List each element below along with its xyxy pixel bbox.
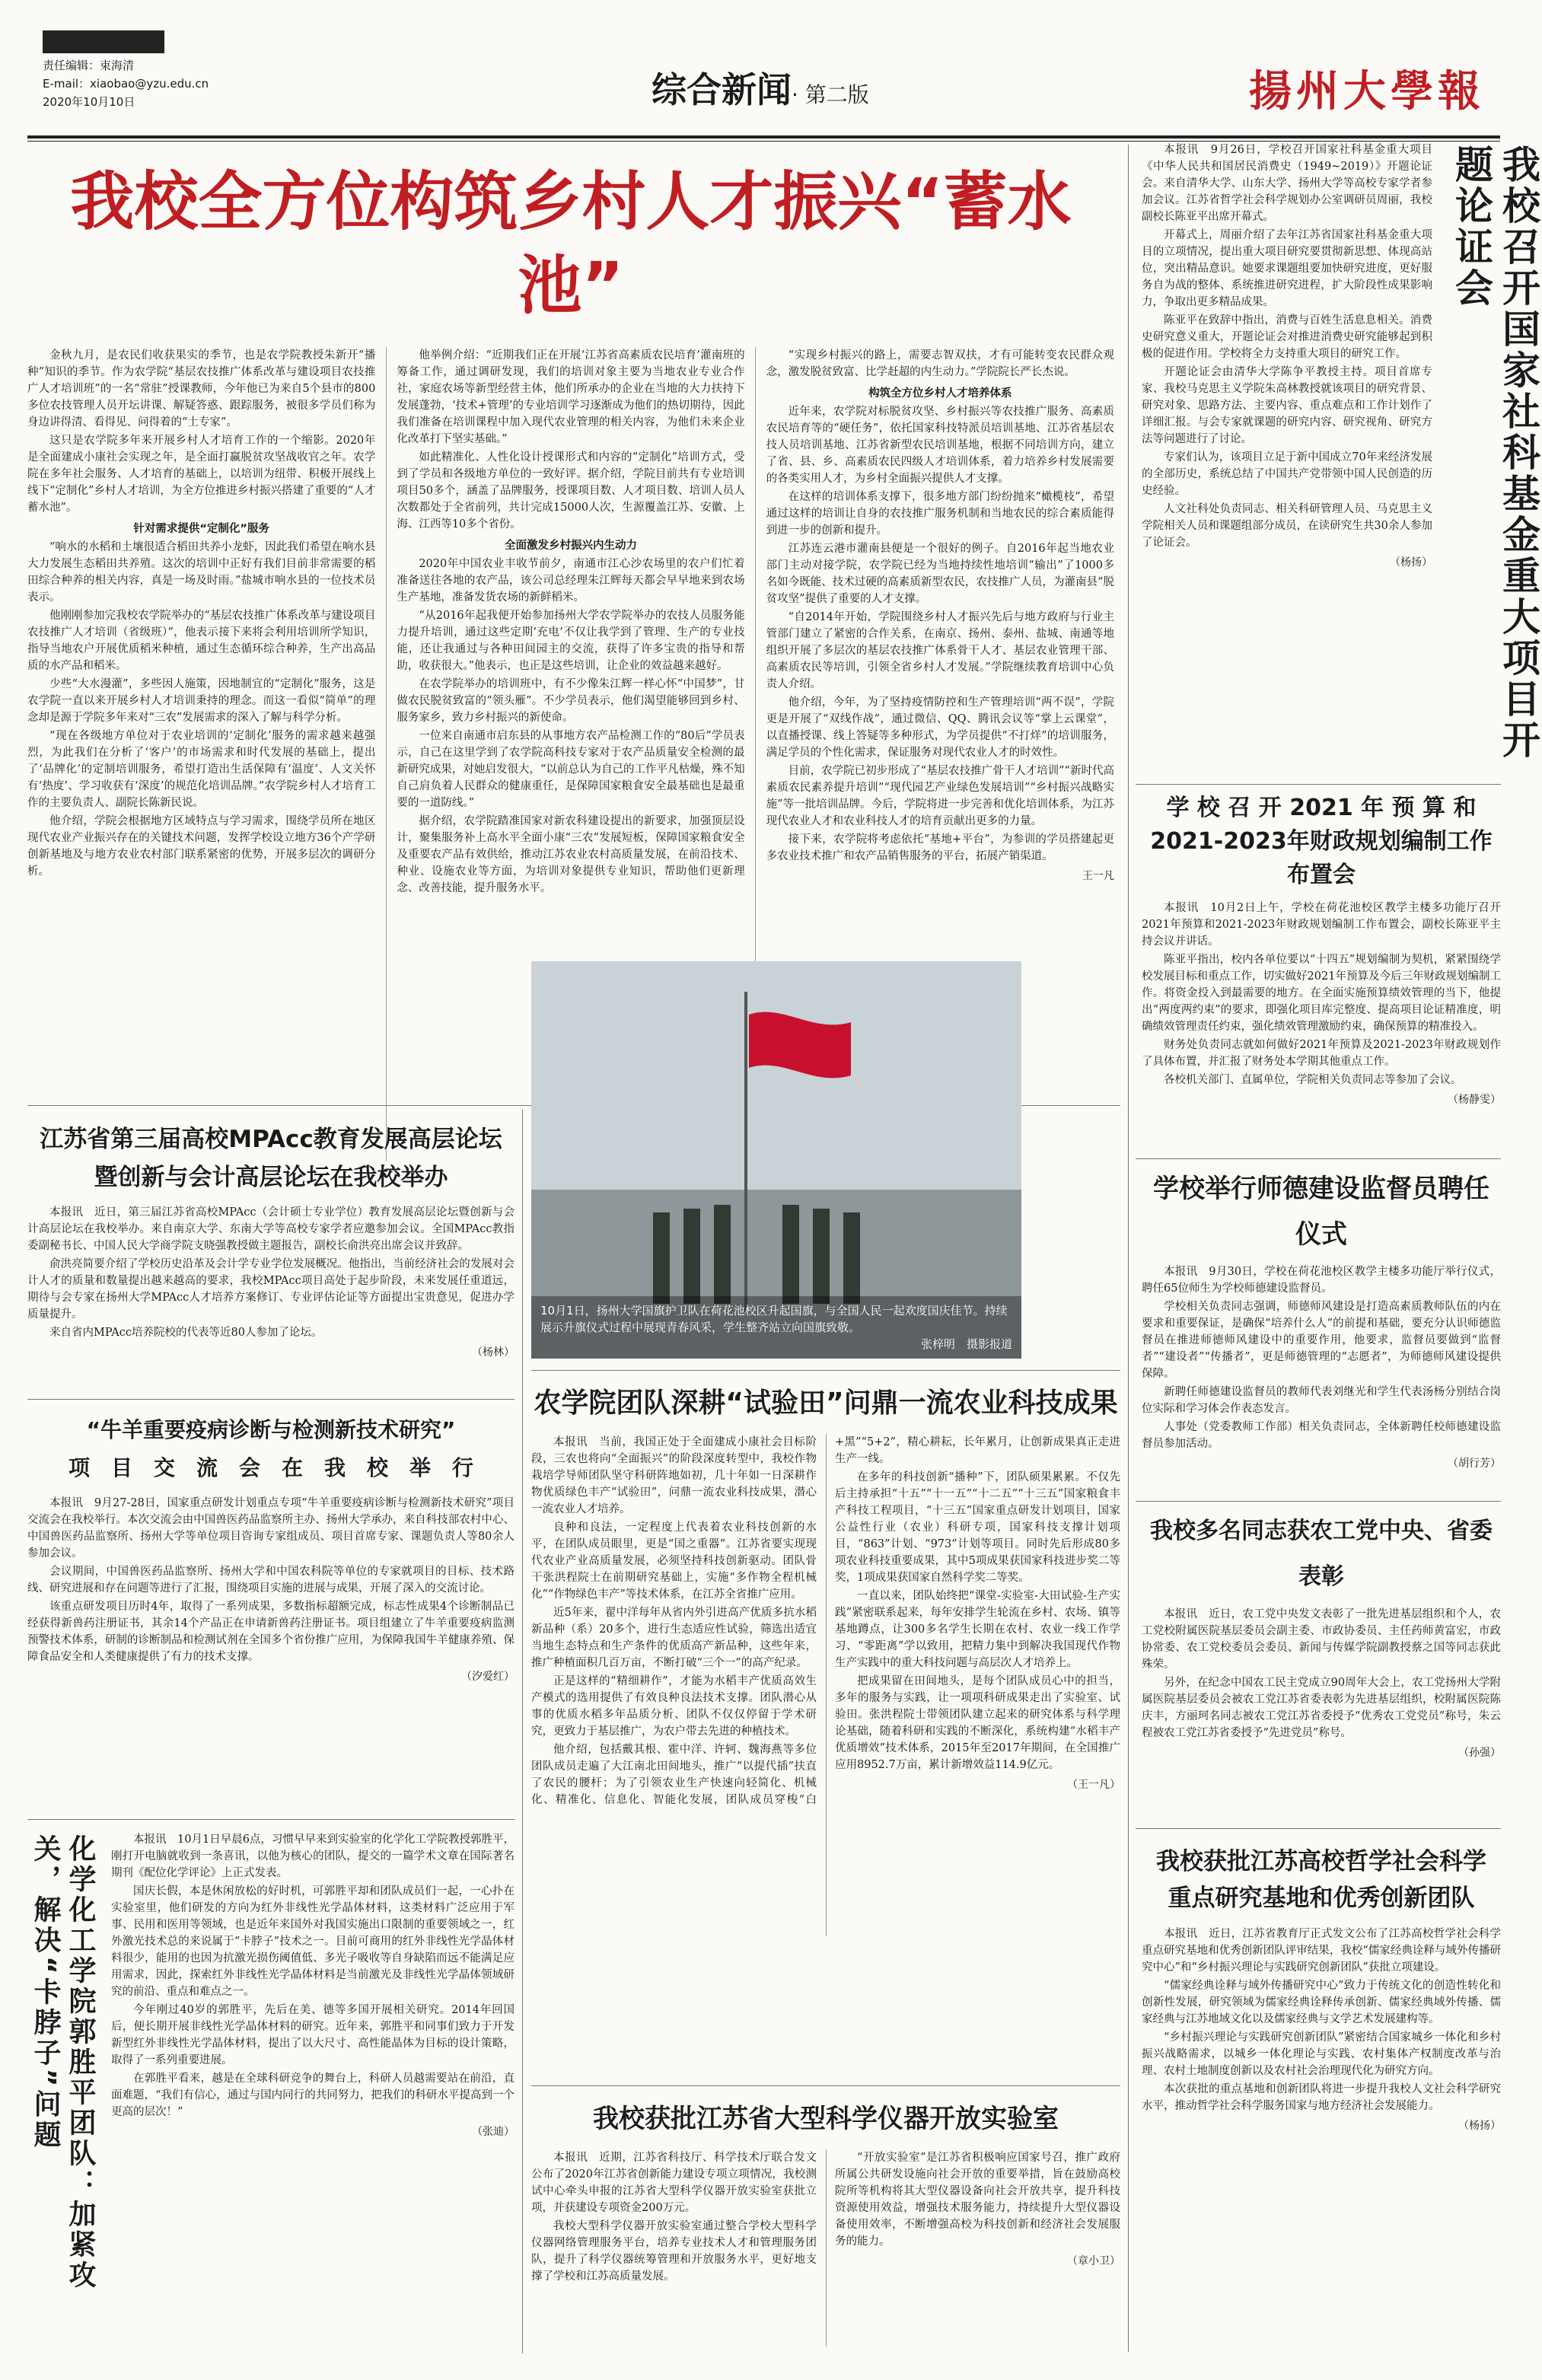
paragraph: 近年来，农学院对标脱贫攻坚、乡村振兴等农技推广服务、高素质农民培育等的“硬任务”，依托国家科技特派员培训基地、江苏省基层农技人员培训基地、江苏省新型农民培训基地，根据不同培训方向，建立了省、县、乡、高素质农民四级人才培训体系，着力培养乡村发展需要的各类实用人才，为乡村全面振兴提供人才支撑。 (766, 406, 1114, 485)
paragraph: 金秋九月，是农民们收获果实的季节，也是农学院教授朱新开“播种”知识的季节。作为农学院“基层农技推广体系改革与建设项目农技推广人才培训班”的一名“常驻”授课教师，今年他已为来自5个县市的800多位农技管理人员开坛讲课、解疑答惑、跟踪服务，被很多学员们称为身边讲得清、看得见、问得着的“土专家”。 (27, 349, 376, 429)
photo-caption-text: 10月1日，扬州大学国旗护卫队在荷花池校区升起国旗，与全国人民一起欢度国庆佳节。持续展示升旗仪式过程中展现青春风采，学生整齐站立向国旗致敬。 (540, 1304, 1008, 1334)
paragraph: “现在各级地方单位对于农业培训的‘定制化’服务的需求越来越强烈，为此我们在分析了‘客户’的市场需求和时代发展的基础上，提出了‘品牌化’的定制培训服务，希望打造出生活保障有‘温度’、人文关怀有‘热度’、学习收获有‘深度’的规范化培训品牌。”农学院乡村人才培育工作的主要负责人、副院长陈新民说。 (27, 730, 376, 809)
section-divider (27, 1399, 515, 1400)
paragraph: “儒家经典诠释与域外传播研究中心”致力于传统文化的创造性转化和创新性发展，研究领域为儒家经典诠释传承创新、儒家经典域外传播、儒家经典与江苏地域文化以及儒家经典与文学艺术发展建构等。 (1142, 1980, 1501, 2025)
paragraph: “乡村振兴理论与实践研究创新团队”紧密结合国家城乡一体化和乡村振兴战略需求，以城乡一体化理论与实践、农村集体产权制度改革与治理、农村土地制度创新以及农村社会治理现代化为研究方向。 (1142, 2031, 1501, 2077)
byline: （孙强） (1458, 1747, 1501, 1759)
agri-headline: 农学院团队深耕“试验田”问鼎一流农业科技成果 (534, 1388, 1118, 1419)
byline: （章小卫） (1067, 2255, 1120, 2267)
byline: （杨扬） (1390, 556, 1432, 569)
section-divider (1136, 1501, 1501, 1502)
mpacc-headline-line1: 江苏省第三届高校MPAcc教育发展高层论坛 (40, 1126, 502, 1153)
byline: （杨扬） (1458, 2120, 1501, 2132)
award-article (1142, 1509, 1501, 1821)
subhead: 针对需求提供“定制化”服务 (133, 523, 269, 535)
award-body (1142, 1606, 1501, 1857)
ethics-article (1142, 1166, 1501, 1492)
paragraph: 本报讯 10月1日早晨6点，习惯早早来到实验室的化学化工学院教授郭胜平，刚打开电脑就收到一条喜讯，以他为核心的团队，提交的一篇学术文章在国际著名期刊《配位化学评论》上正式发表。 (111, 1834, 515, 1879)
paragraph: 如此精准化、人性化设计授课形式和内容的“定制化”培训方式，受到了学员和各级地方单位的一致好评。据介绍，学院目前共有专业培训项目50多个，涵盖了品牌服务，授课项目数、人才项目数、培训人员人次数都处于全省前列，共计完成15000人次，生源覆盖江苏、安徽、上海、江西等10多个省份。 (397, 451, 745, 530)
paragraph: “实现乡村振兴的路上，需要志智双扶，才有可能转变农民群众观念，激发脱贫致富、比学赶超的内生动力。”学院院长严长杰说。 (766, 349, 1114, 378)
paragraph: 在农学院举办的培训班中，有不少像朱江辉一样心怀“中国梦”，甘做农民脱贫致富的“领头雁”。不少学员表示，他们渴望能够回到乡村、服务家乡，致力乡村振兴的新使命。 (397, 678, 745, 724)
cattle-article (27, 1407, 515, 1810)
subhead: 全面激发乡村振兴内生动力 (504, 540, 637, 552)
paragraph: 另外，在纪念中国农工民主党成立90周年大会上，农工党扬州大学附属医院基层委员会被农工党江苏省委表彰为先进基层组织，校附属医院陈庆丰，方丽珂名同志被农工党江苏省委授予“优秀农工党党员”称号，朱云程被农工党江苏省委授予“先进党员”称号。 (1142, 1677, 1501, 1739)
photo-caption (531, 1296, 1021, 1359)
mpacc-headline (27, 1120, 515, 1196)
paragraph: 人事处（党委教师工作部）相关负责同志，全体新聘任校师德建设监督员参加活动。 (1142, 1421, 1501, 1450)
chem-headline: 化学化工学院郭胜平团队：加紧攻关，解决“卡脖子”问题 (30, 1834, 96, 2291)
paragraph: 新聘任师德建设监督员的教师代表刘继光和学生代表汤杨分别结合岗位实际和学习体会作表态发言。 (1142, 1386, 1501, 1415)
header-label-block (43, 30, 164, 53)
budget-body (1142, 900, 1501, 1181)
research-base-headline-line2: 重点研究基地和优秀创新团队 (1168, 1885, 1475, 1912)
paragraph: 来自省内MPAcc培养院校的代表等近80人参加了论坛。 (49, 1327, 323, 1339)
section-title (652, 62, 869, 113)
byline: （杨静雯） (1448, 1094, 1501, 1106)
ethics-body (1142, 1263, 1501, 1530)
editor-line: 责任编辑：束海清 (43, 59, 135, 72)
paragraph: 专家们认为，该项目立足于新中国成立70年来经济发展的全部历史，系统总结了中国共产党带领中国人民创造的历史经验。 (1142, 451, 1432, 497)
paragraph: 本报讯 9月26日，学校召开国家社科基金重大项目《中华人民共和国居民消费史（1949~2019）》开题论证会。来自清华大学、山东大学、扬州大学等高校专家学者参加会议。江苏省哲学社会科学规划办公室调研员周丽，我校副校长陈亚平出席开幕式。 (1142, 144, 1432, 223)
page-header (27, 30, 1500, 137)
section-name: 综合新闻 (652, 69, 792, 110)
agri-article (531, 1378, 1120, 1941)
paragraph: 学校相关负责同志强调，师德师风建设是打造高素质教师队伍的内在要求和重要保证，是确保“培养什么人”的前提和基础，要充分认识师德监督员在推进师德师风建设中的重要作用，他要求，监督员要做到“监督者”“建设者”“传播者”，更是师德管理的“志愿者”，为师德师风建设提供保障。 (1142, 1301, 1501, 1380)
paragraph: 目前，农学院已初步形成了“基层农技推广骨干人才培训”“新时代高素质农民素养提升培训”“现代园艺产业绿色发展培训”“乡村振兴战略实施”等一批培训品牌。今后，学院将进一步完善和优化培训体系，为江苏现代农业人才和农业科技人才的培育贡献出更多的力量。 (766, 765, 1114, 827)
paragraph: 他介绍，学院会根据地方区域特点与学习需求，围绕学员所在地区现代农业产业振兴存在的关键技术问题，发挥学校设立地方36个产学研创新基地及与地方农业农村部门联系紧密的优势，开展多层次的调研分析。 (27, 815, 376, 878)
paragraph: 国庆长假，本是休闲放松的好时机，可郭胜平却和团队成员们一起，一心扑在实验室里，他们研发的方向为红外非线性光学晶体材料，这类材料广泛应用于军事、民用和医用等领域，也是近年来国外对我国实施出口限制的重要领域之一，红外激光技术总的来说属于“卡脖子”技术之一。目前可商用的红外非线性光学晶体材料很少，能用的也因为抗激光损伤阈值低、多光子吸收等自身缺陷而远不能满足应用需求，因此，探索红外非线性光学晶体材料是当前激光及非线性光学晶体领域研究的前沿、重点和难点之一。 (111, 1885, 515, 1998)
paragraph: 本报讯 9月30日，学校在荷花池校区教学主楼多功能厅举行仪式，聘任65位师生为学校师德建设监督员。 (1142, 1266, 1501, 1295)
paragraph: 各校机关部门、直属单位，学院相关负责同志等参加了会议。 (1164, 1074, 1462, 1086)
column-divider (522, 1110, 523, 2353)
lead-headline-main: 我校全方位构筑乡村人才振兴 (70, 164, 902, 239)
section-divider (1136, 1828, 1501, 1829)
paragraph: 少些“大水漫灌”，多些因人施策，因地制宜的“定制化”服务，这是农学院一直以来开展乡村人才培训秉持的理念。而这一看似“简单”的理念却是源于学院多年来对“三农”发展需求的深入了解与科学分析。 (27, 678, 376, 724)
paragraph: 良种和良法，一定程度上代表着农业科技创新的水平，在团队成员眼里，更是“国之重器”。江苏省要实现现代农业产业高质量发展，必须坚持科技创新驱动。团队骨干张洪程院士在前期研究基础上，实施“多作物全程机械化”“作物绿色丰产”等技术体系，在江苏全省推广应用。 (531, 1521, 817, 1601)
paragraph: 在郭胜平看来，越是在全球科研竞争的舞台上，科研人员越需要站在前沿，直面难题，“我们有信心，通过与国内同行的共同努力，把我们的科研水平提高到一个更高的层次！” (111, 2073, 515, 2118)
paragraph: 俞洪亮简要介绍了学校历史沿革及会计学专业学位发展概况。他指出，当前经济社会的发展对会计人才的质量和数量提出越来越高的要求，我校MPAcc项目高处于起步阶段，未来发展任重道远，期待与会专家在扬州大学MPAcc人才培养方案修订、专业评估论证等方面提出宝贵意见，促进办学质量提升。 (27, 1258, 515, 1321)
subhead: 构筑全方位乡村人才培养体系 (868, 387, 1012, 400)
budget-headline-line1: 学 校 召 开 2021 年 预 算 和 (1166, 795, 1477, 821)
byline: （汐爱红） (461, 1671, 515, 1683)
paragraph: 江苏连云港市灌南县便是一个很好的例子。自2016年起当地农业部门主动对接学院，农学院已经为当地持续性地培训“输出”了1000多名如今既能、技术过硬的高素质新型农民，农技推广人员，为灌南县“脱贫攻坚”提供了重要的人才支撑。 (766, 543, 1114, 605)
paragraph: 一位来自南通市启东县的从事地方农产品检测工作的“80后”学员表示，自己在这里学到了农学院高科技专家对于农产品质量安全检测的最新研究成果，对她启发很大，“以前总认为自己的工作平凡枯燥，殊不知自己肩负着人民群众的健康重任，是保障国家粮食安全最基础也是最重要的一道防线。” (397, 730, 745, 809)
paragraph: 本报讯 近日，江苏省教育厅正式发文公布了江苏高校哲学社会科学重点研究基地和优秀创新团队评审结果，我校“儒家经典诠释与域外传播研究中心”和“乡村振兴理论与实践研究创新团队”获批立项建设。 (1142, 1928, 1501, 1974)
paragraph: 在这样的培训体系支撑下，很多地方部门纷纷抛来“橄榄枝”，希望通过这样的培训让自身的农技推广服务机制和当地农民的综合素质能得到进一步的创新和提升。 (766, 491, 1114, 537)
paragraph: 我校大型科学仪器开放实验室通过整合学校大型科学仪器网络管理服务平台，培养专业技术人才和管理服务团队，提升了科学仪器统筹管理和开放服务水平，更好地支撑了学校和江苏高质量发展。 (531, 2220, 817, 2283)
lab-body (531, 2149, 1120, 2347)
paragraph: 据介绍，农学院踏准国家对新农科建设提出的新要求，加强顶层设计，聚集服务补上高水平全面小康“三农”发展短板，保障国家粮食安全及重要农产品有效供给，推动江苏农业农村高质量发展，在前沿技术、种业、设施农业等方面，为培训对象提供专业知识，帮助他们更新理念、改善技能，提升服务水平。 (397, 815, 745, 894)
byline: （杨林） (472, 1346, 515, 1359)
paragraph: 他介绍，包括戴其根、霍中洋、许轲、魏海燕等多位团队成员走遍了大江南北田间地头，推广“以提代插”扶直了农民的腰杆；为了引领农业生产快速向轻简化、机械化、精准化、信息化、智能化发展，团队成员穿梭“白+黑”“5+2”，精心耕耘，长年累月，让创新成果真正走进生产一线。 (531, 1436, 1120, 1806)
research-meeting-article (1142, 137, 1540, 776)
lead-headline-quote: “蓄水池” (518, 164, 1072, 323)
budget-article (1142, 792, 1501, 1149)
budget-headline-line2: 2021-2023年财政规划编制工作布置会 (1150, 828, 1493, 888)
byline: （张迪） (472, 2126, 515, 2138)
newspaper-masthead: 揚州大學報 (1249, 66, 1485, 116)
paragraph: “响水的水稻和土壤很适合稻田共养小龙虾，因此我们希望在响水县大力发展生态稻田共养殖。这次的培训中正好有我们目前非常需要的稻田综合种养的相关内容，真是一场及时雨。”盐城市响水县的一位技术员表示。 (27, 541, 376, 604)
paragraph: 在多年的科技创新“播种”下，团队硕果累累。不仅先后主持承担“十五”“十一五”“十二五”“十三五”国家粮食丰产科技工程项目，“十三五”国家重点研发计划项目，国家公益性行业（农业）科研专项，国家科技支撑计划项目，“863”计划、“973”计划等项目。同时先后形成80多项农业科技重要成果，其中5项成果获国家科技进步奖二等奖，1项成果获国家自然科学奖二等奖。 (835, 1471, 1120, 1584)
lead-headline (27, 160, 1114, 327)
cattle-headline (27, 1411, 515, 1487)
lead-article (27, 152, 1114, 1096)
lab-article (531, 2093, 1120, 2352)
research-meeting-body (1142, 142, 1432, 766)
section-divider (1136, 1158, 1501, 1159)
paragraph: 本报讯 当前，我国正处于全面建成小康社会目标阶段，三农也将向“全面振兴”的阶段深度转型中，我校作物栽培学导师团队坚守科研阵地如初，几十年如一日深耕作物优质绿色丰产“试验田”，问鼎一流农业科技成果，潜心一流农业人才培养。 (531, 1436, 817, 1515)
byline: （胡行芳） (1448, 1458, 1501, 1470)
ethics-headline: 学校举行师德建设监督员聘任仪式 (1153, 1174, 1489, 1250)
paragraph: “自2014年开始，学院围绕乡村人才振兴先后与地方政府与行业主管部门建立了紧密的合作关系，在南京、扬州、泰州、盐城、南通等地组织开展了多层次的基层农技推广体系骨干人才、基层农业管理干部、高素质农民等培训，引领全省乡村人才发展。”学院继续教育培训中心负责人介绍。 (766, 611, 1114, 690)
award-headline: 我校多名同志获农工党中央、省委表彰 (1150, 1518, 1493, 1590)
paragraph: 陈亚平在致辞中指出，消费与百姓生活息息相关。消费史研究意义重大，开题论证会对推进消费史研究能够起到积极的促进作用。学校将全力支持重大项目的研究工作。 (1142, 314, 1432, 360)
paragraph: 这只是农学院多年来开展乡村人才培育工作的一个缩影。2020年是全面建成小康社会实现之年，是全面打赢脱贫攻坚战收官之年。农学院在多年社会服务、人才培育的基础上，以培训为纽带、积极开展线上线下“定制化”乡村人才培训，为全方位推进乡村振兴搭建了重要的“人才蓄水池”。 (27, 435, 376, 514)
cattle-headline-line2: 项 目 交 流 会 在 我 校 举 行 (68, 1455, 473, 1480)
section-divider (27, 1819, 515, 1820)
paragraph: 本报讯 近日，农工党中央发文表彰了一批先进基层组织和个人，农工党校附属医院基层委员会副主委、市政协委员、主任药师黄富宏，市政协常委、农工党校委员会委员、新闻与传媒学院副教授蔡之国等同志获此殊荣。 (1142, 1608, 1501, 1671)
chem-article (27, 1827, 515, 2352)
section-divider (531, 1370, 1120, 1371)
paragraph: 会议期间，中国兽医药品监察所、扬州大学和中国农科院等单位的专家就项目的目标、技术路线、研究进展和存在问题等进行了汇报，围绕项目实施的进展与成果，开展了深入的交流讨论。 (27, 1566, 515, 1595)
paragraph: 该重点研发项目历时4年，取得了一系列成果，多数指标超额完成，标志性成果4个诊断制品已经获得新兽药注册证书，其余14个产品正在申请新兽药注册证书。项目组建立了牛羊重要疫病监测预警技术体系，研制的诊断制品和检测试剂在全国多个省份推广应用，为保障我国牛羊健康养殖、保障食品安全和人类健康提供了有力的技术支撑。 (27, 1601, 515, 1663)
research-base-article (1142, 1836, 1501, 2353)
paragraph: 一直以来，团队始终把“课堂-实验室-大田试验-生产实践”紧密联系起来，每年安排学生轮流在乡村、农场、镇等基地蹲点，让300多名学生长期在农村、农业一线工作学习、“零距离”学以致用，把精力集中到解决我国现代作物生产实践中的重大科技问题与高层次人才培养上。 (835, 1590, 1120, 1669)
paragraph: “开放实验室”是江苏省积极响应国家号召，推广政府所属公共研发设施向社会开放的重要举措，旨在鼓励高校院所等机构将其大型仪器设备向社会开放共享，提升科技资源使用效益，增强技术服务能力，持续提升大型仪器设备使用效率，不断增强高校为科技创新和经济社会发展服务的能力。 (835, 2152, 1120, 2248)
paragraph: 正是这样的“精细耕作”，才能为水稻丰产优质高效生产模式的选用提供了有效良种良法技术支撑。团队潜心从事的优质水稻多年品质分析、团队不仅仅停留于学术研究，更致力于基层推广，为农户带去先进的种植技术。 (531, 1675, 817, 1738)
paragraph: 他举例介绍：“近期我们正在开展‘江苏省高素质农民培育’灌南班的筹备工作，通过调研发现，我们的培训对象主要为当地农业专业合作社，家庭农场等新型经营主体，他们所承办的企业在当地的大力扶持下发展蓬勃，‘技术+管理’的专业培训学习逐渐成为他们的热切期待，因此我们准备在培训课程中加入现代农业管理的相关内容，为他们未来企业化改革打下坚实基础。” (397, 349, 745, 445)
section-divider (531, 2085, 1120, 2086)
research-base-headline-line1: 我校获批江苏高校哲学社会科学 (1156, 1848, 1486, 1875)
research-base-headline (1142, 1843, 1501, 1916)
photo-credit: 张梓明 摄影报道 (920, 1337, 1012, 1351)
paragraph: 本报讯 10月2日上午，学校在荷花池校区教学主楼多功能厅召开2021年预算和2021-2023年财政规划编制工作布置会，副校长陈亚平主持会议并讲话。 (1142, 902, 1501, 948)
budget-headline (1142, 792, 1501, 892)
paragraph: 本报讯 9月27-28日，国家重点研发计划重点专项“牛羊重要疫病诊断与检测新技术研究”项目交流会在我校举行。本次交流会由中国兽医药品监察所主办、扬州大学承办，来自科技部农村中心、中国兽医药品监察所、扬州大学等单位项目咨询专家组成员、项目首席专家、课题负责人等80余人参加会议。 (27, 1497, 515, 1560)
mpacc-article (27, 1116, 515, 1390)
column-divider (1128, 145, 1129, 2352)
paragraph: 本报讯 近日，第三届江苏省高校MPAcc（会计硕士专业学位）教育发展高层论坛暨创新与会计高层论坛在我校举办。来自南京大学、东南大学等高校专家学者应邀参加会议。全国MPAcc教指委副秘书长、中国人民大学商学院支晓强教授做主题报告，副校长俞洪亮出席会议并致辞。 (27, 1206, 515, 1252)
lab-headline: 我校获批江苏省大型科学仪器开放实验室 (593, 2104, 1059, 2134)
paragraph: 把成果留在田间地头，是每个团队成员心中的担当，多年的服务与实践，让一项项科研成果走出了实验室、试验田。张洪程院士带领团队建立起来的研究体系与科学理论基础，随着科研和实践的不断深化，系统构建“水稻丰产优质增效”技术体系，2015年至2017年期间，在全国推广应用8952.7万亩，累计新增效益114.9亿元。 (835, 1675, 1120, 1771)
header-meta (43, 56, 209, 111)
chem-body (111, 1831, 515, 2349)
agri-body (531, 1434, 1120, 1936)
paragraph: 开题论证会由清华大学陈争平教授主持。项目首席专家、我校马克思主义学院朱高林教授就该项目的研究背景、研究对象、思路方法、主要内容、重点难点和工作计划作了详细汇报。与会专家就课题的研究内容、研究视角、研究方法等问题进行了讨论。 (1142, 366, 1432, 445)
paragraph: 他刚刚参加完我校农学院举办的“基层农技推广体系改革与建设项目农技推广人才培训（省级班）”，他表示接下来将会利用培训所学知识，指导当地农户开展优质稻米种植，通过生态循环综合种养，生产出高品质的水产品和稻米。 (27, 610, 376, 672)
section-divider (1136, 784, 1501, 785)
paragraph: 2020年中国农业丰收节前夕，南通市江心沙农场里的农户们忙着准备送往各地的农产品，该公司总经理朱江辉每天都会早早地来到农场生产基地，准备发货农场的新鲜稻米。 (397, 558, 745, 604)
paragraph: 接下来，农学院将考虑依托“基地+平台”，为参训的学员搭建起更多农业技术推广和农产品销售服务的平台，拓展产销渠道。 (766, 833, 1114, 862)
cattle-body (27, 1495, 515, 1807)
mpacc-body (27, 1204, 515, 1387)
paragraph: 今年刚过40岁的郭胜平，先后在美、德等多国开展相关研究。2014年回国后，便长期开展非线性光学晶体材料的研究。近年来，郭胜平和同事们致力于开发新型红外非线性光学晶体材料，提出了以大尺寸、高性能晶体为目标的设计策略，取得了一系列重要进展。 (111, 2004, 515, 2066)
paragraph: 本报讯 近期，江苏省科技厅、科学技术厅联合发文公布了2020年江苏省创新能力建设专项立项情况，我校测试中心牵头申报的江苏省大型科学仪器开放实验室获批立项，并获建设专项资金200万元。 (531, 2152, 817, 2214)
email-line: E-mail：xiaobao@yzu.edu.cn (43, 77, 209, 91)
paragraph: 本次获批的重点基地和创新团队将进一步提升我校人文社会科学研究水平，推动哲学社会科学服务国家与地方经济社会发展能力。 (1142, 2083, 1501, 2112)
paragraph: 开幕式上，周丽介绍了去年江苏省国家社科基金重大项目的立项情况，提出重大项目研究要贯彻新思想、体现高站位，突出精品意识。她要求课题组要加快研究进度，更好服务自为战的整体、系统推进研究进程，扩大阶段性成果影响力，争取出更多精品成果。 (1142, 229, 1432, 308)
page-number: · 第二版 (792, 82, 869, 107)
cattle-headline-line1: “牛羊重要疫病诊断与检测新技术研究” (86, 1417, 456, 1442)
paragraph: “从2016年起我便开始参加扬州大学农学院举办的农技人员服务能力提升培训，通过这些定期‘充电’不仅让我学到了管理、生产的专业技能，还让我通过与各种田间园主的交流，获得了许多宝贵的指导和帮助，收获很大。”他表示，也正是这些培训，让企业的效益越来越好。 (397, 610, 745, 672)
flag-raising-photo (531, 961, 1021, 1359)
paragraph: 财务处负责同志就如何做好2021年预算及2021-2023年财政规划作了具体布置，并汇报了财务处本学期其他重点工作。 (1142, 1039, 1501, 1068)
date-line: 2020年10月10日 (43, 95, 135, 109)
byline: （王一凡） (1067, 1779, 1120, 1791)
paragraph: 他介绍，今年，为了坚持疫情防控和生产管理培训“两不误”，学院更是开展了“双线作战”，通过微信、QQ、腾讯会议等“掌上云课堂”，以直播授课、线上答疑等多种形式，为学员提供“不打烊”的培训服务，满足学员的个性化需求，保证服务对现代农业人才的时效性。 (766, 696, 1114, 759)
research-meeting-headline: 我校召开国家社科基金重大项目开题论证会 (1449, 145, 1540, 761)
paragraph: 人文社科处负责同志、相关科研管理人员、马克思主义学院相关人员和课题组部分成员，在读研究生共30余人参加了论证会。 (1142, 503, 1432, 549)
byline: 王一凡 (1082, 870, 1114, 882)
mpacc-headline-line2: 暨创新与会计高层论坛在我校举办 (94, 1164, 448, 1191)
paragraph: 陈亚平指出，校内各单位要以“十四五”规划编制为契机，紧紧围绕学校发展目标和重点工作，切实做好2021年预算及今后三年财政规划编制工作。将资金投入到最需要的地方。在全面实施预算绩效管理的当下，他提出“两度两约束”的要求，即强化项目库完整度、提高项目论证精准度，明确绩效管理责任约束，强化绩效管理激励约束，确保预算的精准投入。 (1142, 954, 1501, 1033)
paragraph: 近5年来，翟中洋每年从省内外引进高产优质多抗水稻新品种（系）20多个，进行生态适应性试验，筛选出适宜当地生态特点和生产条件的优质高产新品种，这些年来，推广种植面积几百万亩，不断打破“三个一”的高产纪录。 (531, 1607, 817, 1669)
research-base-body (1142, 1926, 1501, 2352)
